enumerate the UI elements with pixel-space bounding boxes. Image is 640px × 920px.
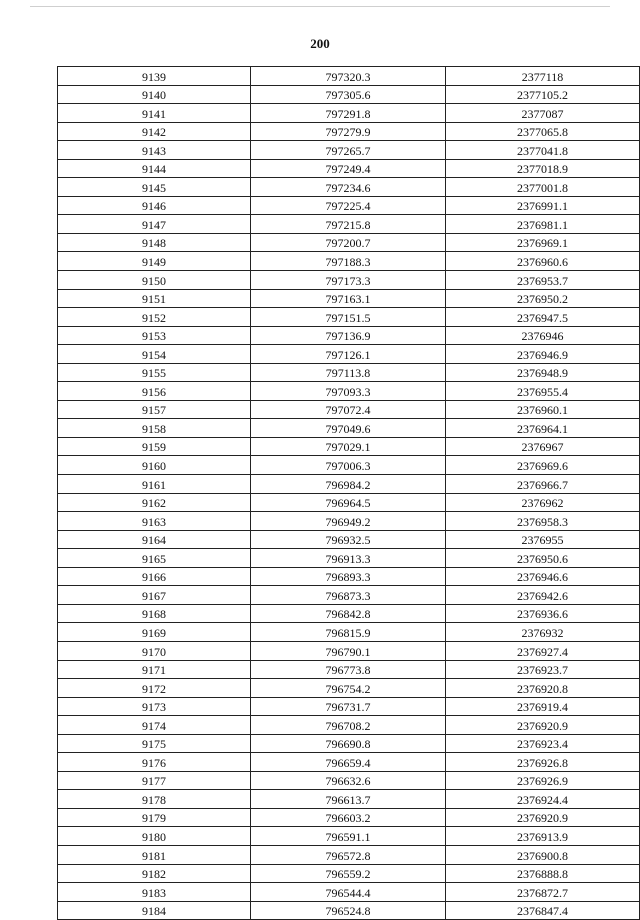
- point-number-cell: 9170: [58, 641, 251, 660]
- point-number-cell: 9147: [58, 215, 251, 234]
- point-number-cell: 9155: [58, 363, 251, 382]
- point-number-cell: 9176: [58, 753, 251, 772]
- x-coordinate-cell: 796690.8: [251, 734, 446, 753]
- table-row: [58, 697, 640, 716]
- point-number-cell: 9141: [58, 104, 251, 123]
- y-coordinate-cell: 2376924.4: [446, 790, 640, 809]
- point-number-cell: 9177: [58, 771, 251, 790]
- point-number-cell: 9150: [58, 271, 251, 290]
- x-coordinate-cell: 796524.8: [251, 901, 446, 920]
- table-row: [58, 400, 640, 419]
- table-row: [58, 271, 640, 290]
- y-coordinate-cell: 2376920.9: [446, 808, 640, 827]
- point-number-cell: 9174: [58, 716, 251, 735]
- table-row: [58, 493, 640, 512]
- table-row: [58, 419, 640, 438]
- point-number-cell: 9152: [58, 308, 251, 327]
- table-row: [58, 326, 640, 345]
- point-number-cell: 9166: [58, 567, 251, 586]
- table-row: [58, 85, 640, 104]
- y-coordinate-cell: 2376948.9: [446, 363, 640, 382]
- point-number-cell: 9148: [58, 233, 251, 252]
- x-coordinate-cell: 797320.3: [251, 67, 446, 86]
- x-coordinate-cell: 797072.4: [251, 400, 446, 419]
- point-number-cell: 9175: [58, 734, 251, 753]
- x-coordinate-cell: 796544.4: [251, 883, 446, 902]
- x-coordinate-cell: 797163.1: [251, 289, 446, 308]
- x-coordinate-cell: 796913.3: [251, 549, 446, 568]
- coordinates-table-body: [58, 67, 640, 920]
- y-coordinate-cell: 2377041.8: [446, 141, 640, 160]
- point-number-cell: 9158: [58, 419, 251, 438]
- point-number-cell: 9178: [58, 790, 251, 809]
- y-coordinate-cell: 2376919.4: [446, 697, 640, 716]
- y-coordinate-cell: 2376962: [446, 493, 640, 512]
- x-coordinate-cell: 797029.1: [251, 437, 446, 456]
- page-number: 200: [310, 36, 330, 51]
- x-coordinate-cell: 797136.9: [251, 326, 446, 345]
- y-coordinate-cell: 2376966.7: [446, 475, 640, 494]
- y-coordinate-cell: 2376900.8: [446, 845, 640, 864]
- table-row: [58, 530, 640, 549]
- table-row: [58, 883, 640, 902]
- y-coordinate-cell: 2376926.8: [446, 753, 640, 772]
- x-coordinate-cell: 796773.8: [251, 660, 446, 679]
- point-number-cell: 9156: [58, 382, 251, 401]
- x-coordinate-cell: 797305.6: [251, 85, 446, 104]
- y-coordinate-cell: 2376946.9: [446, 345, 640, 364]
- y-coordinate-cell: 2376888.8: [446, 864, 640, 883]
- point-number-cell: 9144: [58, 159, 251, 178]
- table-row: [58, 549, 640, 568]
- table-row: [58, 660, 640, 679]
- x-coordinate-cell: 797188.3: [251, 252, 446, 271]
- y-coordinate-cell: 2376960.6: [446, 252, 640, 271]
- point-number-cell: 9149: [58, 252, 251, 271]
- x-coordinate-cell: 796731.7: [251, 697, 446, 716]
- x-coordinate-cell: 796603.2: [251, 808, 446, 827]
- table-row: [58, 567, 640, 586]
- table-row: [58, 104, 640, 123]
- table-row: [58, 604, 640, 623]
- point-number-cell: 9180: [58, 827, 251, 846]
- y-coordinate-cell: 2376991.1: [446, 196, 640, 215]
- x-coordinate-cell: 797113.8: [251, 363, 446, 382]
- x-coordinate-cell: 796949.2: [251, 512, 446, 531]
- table-row: [58, 475, 640, 494]
- y-coordinate-cell: 2376946.6: [446, 567, 640, 586]
- y-coordinate-cell: 2377105.2: [446, 85, 640, 104]
- table-row: [58, 345, 640, 364]
- x-coordinate-cell: 797173.3: [251, 271, 446, 290]
- table-row: [58, 845, 640, 864]
- y-coordinate-cell: 2376920.8: [446, 679, 640, 698]
- table-row: [58, 641, 640, 660]
- table-row: [58, 67, 640, 86]
- y-coordinate-cell: 2376947.5: [446, 308, 640, 327]
- x-coordinate-cell: 797215.8: [251, 215, 446, 234]
- y-coordinate-cell: 2376927.4: [446, 641, 640, 660]
- y-coordinate-cell: 2376926.9: [446, 771, 640, 790]
- point-number-cell: 9179: [58, 808, 251, 827]
- y-coordinate-cell: 2376950.6: [446, 549, 640, 568]
- x-coordinate-cell: 796613.7: [251, 790, 446, 809]
- point-number-cell: 9167: [58, 586, 251, 605]
- point-number-cell: 9162: [58, 493, 251, 512]
- table-row: [58, 808, 640, 827]
- x-coordinate-cell: 797265.7: [251, 141, 446, 160]
- x-coordinate-cell: 796893.3: [251, 567, 446, 586]
- y-coordinate-cell: 2376913.9: [446, 827, 640, 846]
- y-coordinate-cell: 2376955: [446, 530, 640, 549]
- table-row: [58, 215, 640, 234]
- point-number-cell: 9143: [58, 141, 251, 160]
- x-coordinate-cell: 796591.1: [251, 827, 446, 846]
- x-coordinate-cell: 797151.5: [251, 308, 446, 327]
- y-coordinate-cell: 2376958.3: [446, 512, 640, 531]
- x-coordinate-cell: 796659.4: [251, 753, 446, 772]
- x-coordinate-cell: 796815.9: [251, 623, 446, 642]
- point-number-cell: 9182: [58, 864, 251, 883]
- table-row: [58, 233, 640, 252]
- y-coordinate-cell: 2376964.1: [446, 419, 640, 438]
- x-coordinate-cell: 796754.2: [251, 679, 446, 698]
- y-coordinate-cell: 2377065.8: [446, 122, 640, 141]
- table-row: [58, 308, 640, 327]
- point-number-cell: 9165: [58, 549, 251, 568]
- point-number-cell: 9153: [58, 326, 251, 345]
- table-row: [58, 734, 640, 753]
- y-coordinate-cell: 2377018.9: [446, 159, 640, 178]
- y-coordinate-cell: 2377118: [446, 67, 640, 86]
- point-number-cell: 9168: [58, 604, 251, 623]
- point-number-cell: 9171: [58, 660, 251, 679]
- point-number-cell: 9173: [58, 697, 251, 716]
- y-coordinate-cell: 2376847.4: [446, 901, 640, 920]
- y-coordinate-cell: 2376946: [446, 326, 640, 345]
- y-coordinate-cell: 2376932: [446, 623, 640, 642]
- y-coordinate-cell: 2376969.6: [446, 456, 640, 475]
- point-number-cell: 9139: [58, 67, 251, 86]
- x-coordinate-cell: 796873.3: [251, 586, 446, 605]
- y-coordinate-cell: 2376969.1: [446, 233, 640, 252]
- point-number-cell: 9151: [58, 289, 251, 308]
- x-coordinate-cell: 796559.2: [251, 864, 446, 883]
- y-coordinate-cell: 2376955.4: [446, 382, 640, 401]
- x-coordinate-cell: 797093.3: [251, 382, 446, 401]
- point-number-cell: 9159: [58, 437, 251, 456]
- y-coordinate-cell: 2377001.8: [446, 178, 640, 197]
- point-number-cell: 9160: [58, 456, 251, 475]
- point-number-cell: 9163: [58, 512, 251, 531]
- point-number-cell: 9142: [58, 122, 251, 141]
- x-coordinate-cell: 796572.8: [251, 845, 446, 864]
- x-coordinate-cell: 797200.7: [251, 233, 446, 252]
- x-coordinate-cell: 796632.6: [251, 771, 446, 790]
- y-coordinate-cell: 2376967: [446, 437, 640, 456]
- y-coordinate-cell: 2376942.6: [446, 586, 640, 605]
- x-coordinate-cell: 797249.4: [251, 159, 446, 178]
- table-row: [58, 122, 640, 141]
- y-coordinate-cell: 2376950.2: [446, 289, 640, 308]
- table-row: [58, 586, 640, 605]
- point-number-cell: 9157: [58, 400, 251, 419]
- table-row: [58, 753, 640, 772]
- y-coordinate-cell: 2376981.1: [446, 215, 640, 234]
- point-number-cell: 9161: [58, 475, 251, 494]
- coordinates-table: [57, 66, 640, 920]
- table-row: [58, 159, 640, 178]
- y-coordinate-cell: 2376960.1: [446, 400, 640, 419]
- point-number-cell: 9181: [58, 845, 251, 864]
- table-row: [58, 252, 640, 271]
- table-row: [58, 437, 640, 456]
- point-number-cell: 9172: [58, 679, 251, 698]
- table-row: [58, 178, 640, 197]
- table-row: [58, 623, 640, 642]
- point-number-cell: 9169: [58, 623, 251, 642]
- table-row: [58, 771, 640, 790]
- table-row: [58, 456, 640, 475]
- y-coordinate-cell: 2376953.7: [446, 271, 640, 290]
- y-coordinate-cell: 2376920.9: [446, 716, 640, 735]
- table-row: [58, 141, 640, 160]
- x-coordinate-cell: 797006.3: [251, 456, 446, 475]
- table-row: [58, 901, 640, 920]
- x-coordinate-cell: 797225.4: [251, 196, 446, 215]
- x-coordinate-cell: 797126.1: [251, 345, 446, 364]
- x-coordinate-cell: 796790.1: [251, 641, 446, 660]
- point-number-cell: 9183: [58, 883, 251, 902]
- table-row: [58, 679, 640, 698]
- point-number-cell: 9140: [58, 85, 251, 104]
- table-row: [58, 790, 640, 809]
- table-row: [58, 289, 640, 308]
- table-row: [58, 716, 640, 735]
- x-coordinate-cell: 797291.8: [251, 104, 446, 123]
- point-number-cell: 9145: [58, 178, 251, 197]
- x-coordinate-cell: 797049.6: [251, 419, 446, 438]
- scan-edge-line: [30, 6, 610, 7]
- table-row: [58, 864, 640, 883]
- table-row: [58, 382, 640, 401]
- point-number-cell: 9184: [58, 901, 251, 920]
- x-coordinate-cell: 796932.5: [251, 530, 446, 549]
- x-coordinate-cell: 796964.5: [251, 493, 446, 512]
- x-coordinate-cell: 796708.2: [251, 716, 446, 735]
- x-coordinate-cell: 797279.9: [251, 122, 446, 141]
- point-number-cell: 9164: [58, 530, 251, 549]
- x-coordinate-cell: 796842.8: [251, 604, 446, 623]
- table-row: [58, 196, 640, 215]
- table-row: [58, 827, 640, 846]
- x-coordinate-cell: 796984.2: [251, 475, 446, 494]
- y-coordinate-cell: 2377087: [446, 104, 640, 123]
- y-coordinate-cell: 2376923.7: [446, 660, 640, 679]
- table-row: [58, 363, 640, 382]
- point-number-cell: 9146: [58, 196, 251, 215]
- y-coordinate-cell: 2376872.7: [446, 883, 640, 902]
- x-coordinate-cell: 797234.6: [251, 178, 446, 197]
- table-row: [58, 512, 640, 531]
- y-coordinate-cell: 2376923.4: [446, 734, 640, 753]
- y-coordinate-cell: 2376936.6: [446, 604, 640, 623]
- point-number-cell: 9154: [58, 345, 251, 364]
